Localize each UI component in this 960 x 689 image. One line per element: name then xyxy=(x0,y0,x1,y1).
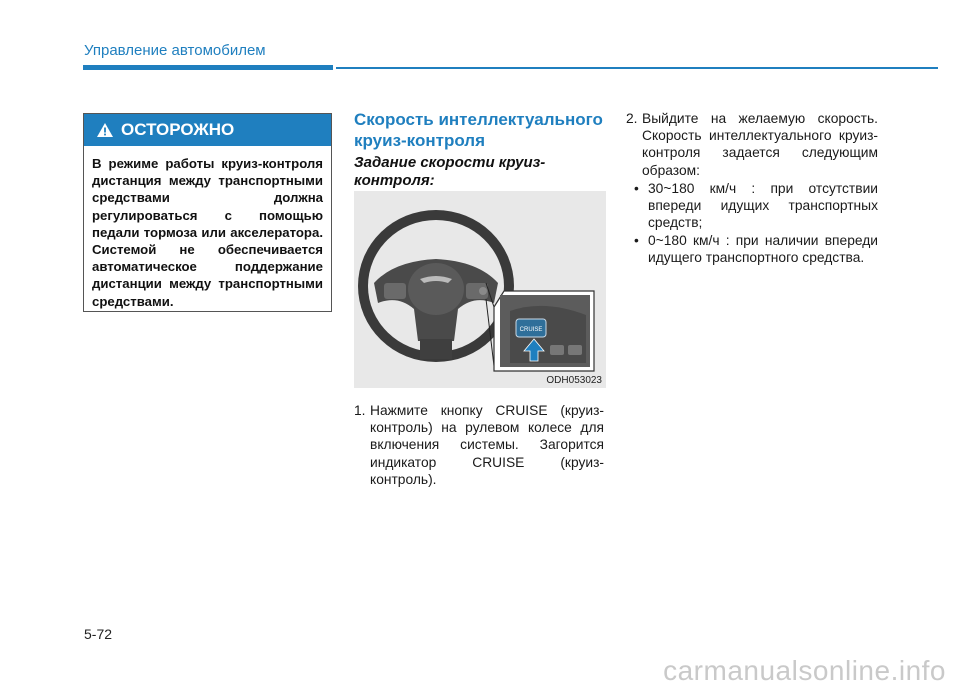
header-rule-thin xyxy=(336,67,938,69)
figure-code: ODH053023 xyxy=(546,375,602,386)
step-1-text: Нажмите кнопку CRUISE (круиз-контроль) на рулевом колесе для включения системы. Загорится индикатор CRUISE (круиз-контроль). xyxy=(370,403,604,487)
bullet-dot: • xyxy=(634,233,639,248)
cruise-button-label: CRUISE xyxy=(519,327,543,333)
steering-wheel-illustration xyxy=(354,191,606,388)
bullet-text-2: 0~180 км/ч : при наличии впереди идущего транспортного средства. xyxy=(648,233,878,266)
step-1-number: 1. xyxy=(354,403,366,418)
watermark: carmanualsonline.info xyxy=(663,655,946,686)
bullet-item-1 xyxy=(634,180,878,232)
warning-triangle-icon xyxy=(96,122,114,138)
section-title: Скорость интеллектуального круиз-контроля xyxy=(354,110,603,150)
warning-heading: ОСТОРОЖНО xyxy=(121,120,235,139)
bullet-text-1: 30~180 км/ч : при отсутствии впереди идущих транспортных средств; xyxy=(648,181,878,231)
step-2-text: Выйдите на желаемую скорость. Скорость интеллектуального круиз-контроля задается следующим образом: xyxy=(642,111,878,178)
header-rule-thick xyxy=(83,65,333,70)
step-1 xyxy=(354,402,604,488)
steering-wheel-figure xyxy=(354,191,606,388)
warning-text: В режиме работы круиз-контроля дистанция между транспортными средствами должна регулироваться с помощью педали тормоза или акселератора. Системой не обеспечивается автоматическое поддержание дистанции между транспортными средствами. xyxy=(92,156,323,309)
section-subtitle: Задание скорости круиз-контроля: xyxy=(354,154,546,189)
warning-header xyxy=(84,114,331,146)
step-2 xyxy=(626,110,878,179)
bullet-item-2 xyxy=(634,232,878,266)
page-number: 5-72 xyxy=(84,626,113,642)
section-header-title: Управление автомобилем xyxy=(84,42,266,59)
warning-box xyxy=(83,113,332,312)
bullet-dot: • xyxy=(634,181,639,196)
step-2-number: 2. xyxy=(626,111,638,126)
